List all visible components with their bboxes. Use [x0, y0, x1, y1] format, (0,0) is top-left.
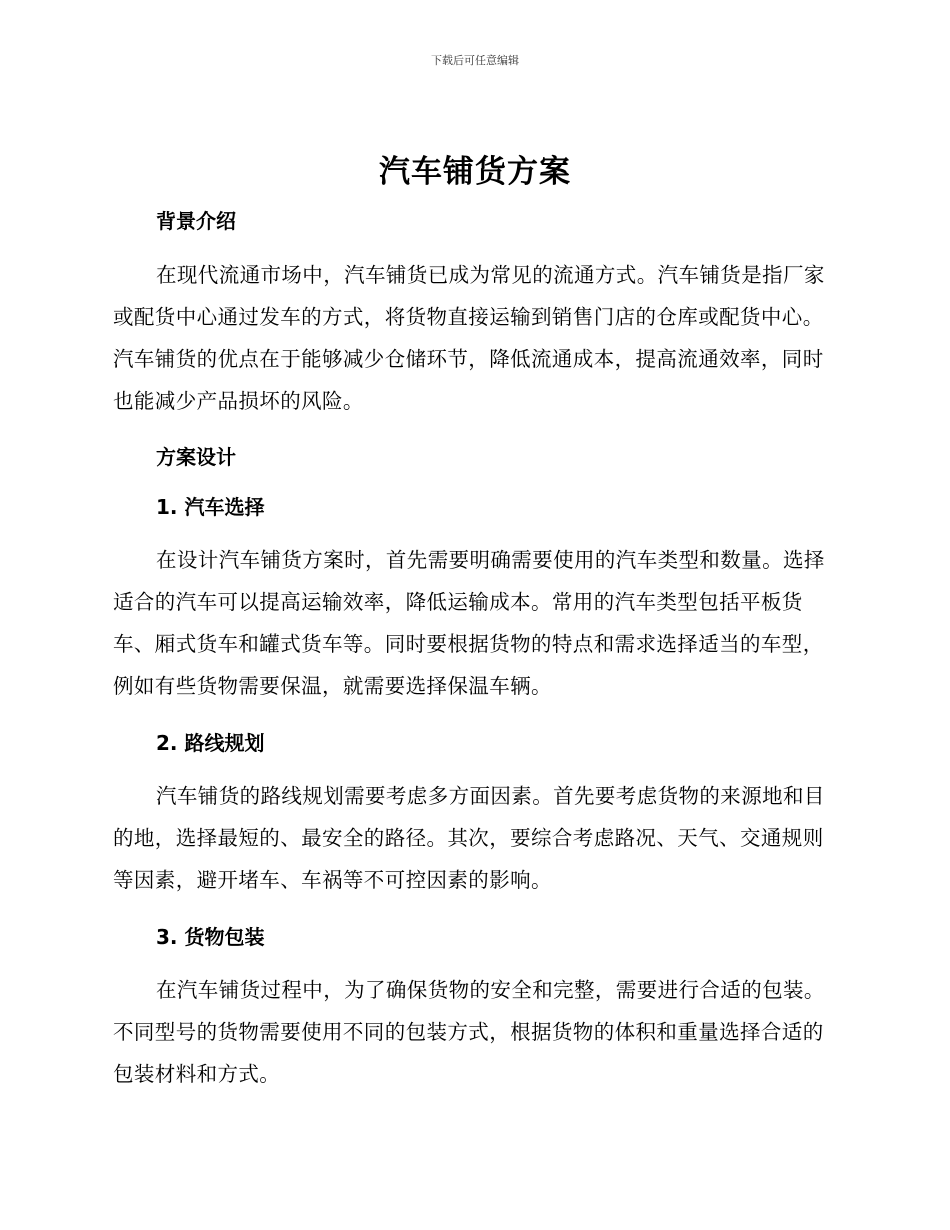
section-heading-route: 2. 路线规划 [156, 731, 265, 755]
section-text-vehicle: 在设计汽车铺货方案时，首先需要明确需要使用的汽车类型和数量。选择适合的汽车可以提高运输效率，降低运输成本。常用的汽车类型包括平板货车、厢式货车和罐式货车等。同时要根据货物的特点和需求选择适当的车型，例如有些货物需要保温，就需要选择保温车辆。 [113, 548, 825, 698]
section-text-route: 汽车铺货的路线规划需要考虑多方面因素。首先要考虑货物的来源地和目的地，选择最短的、最安全的路径。其次，要综合考虑路况、天气、交通规则等因素，避开堵车、车祸等不可控因素的影响。 [113, 784, 825, 892]
section-heading-packaging: 3. 货物包装 [156, 925, 265, 949]
section-heading-design: 方案设计 [156, 445, 236, 469]
document-body [113, 200, 833, 1095]
section-heading-background: 背景介绍 [156, 209, 236, 233]
section-heading-vehicle: 1. 汽车选择 [156, 495, 265, 519]
header-note: 下载后可任意编辑 [431, 54, 519, 67]
section-text-background: 在现代流通市场中，汽车铺货已成为常见的流通方式。汽车铺货是指厂家或配货中心通过发车的方式，将货物直接运输到销售门店的仓库或配货中心。汽车铺货的优点在于能够减少仓储环节，降低流通成本，提高流通效率，同时也能减少产品损坏的风险。 [113, 263, 825, 413]
section-text-packaging: 在汽车铺货过程中，为了确保货物的安全和完整，需要进行合适的包装。不同型号的货物需要使用不同的包装方式，根据货物的体积和重量选择合适的包装材料和方式。 [113, 978, 825, 1086]
page-title: 汽车铺货方案 [379, 154, 571, 190]
